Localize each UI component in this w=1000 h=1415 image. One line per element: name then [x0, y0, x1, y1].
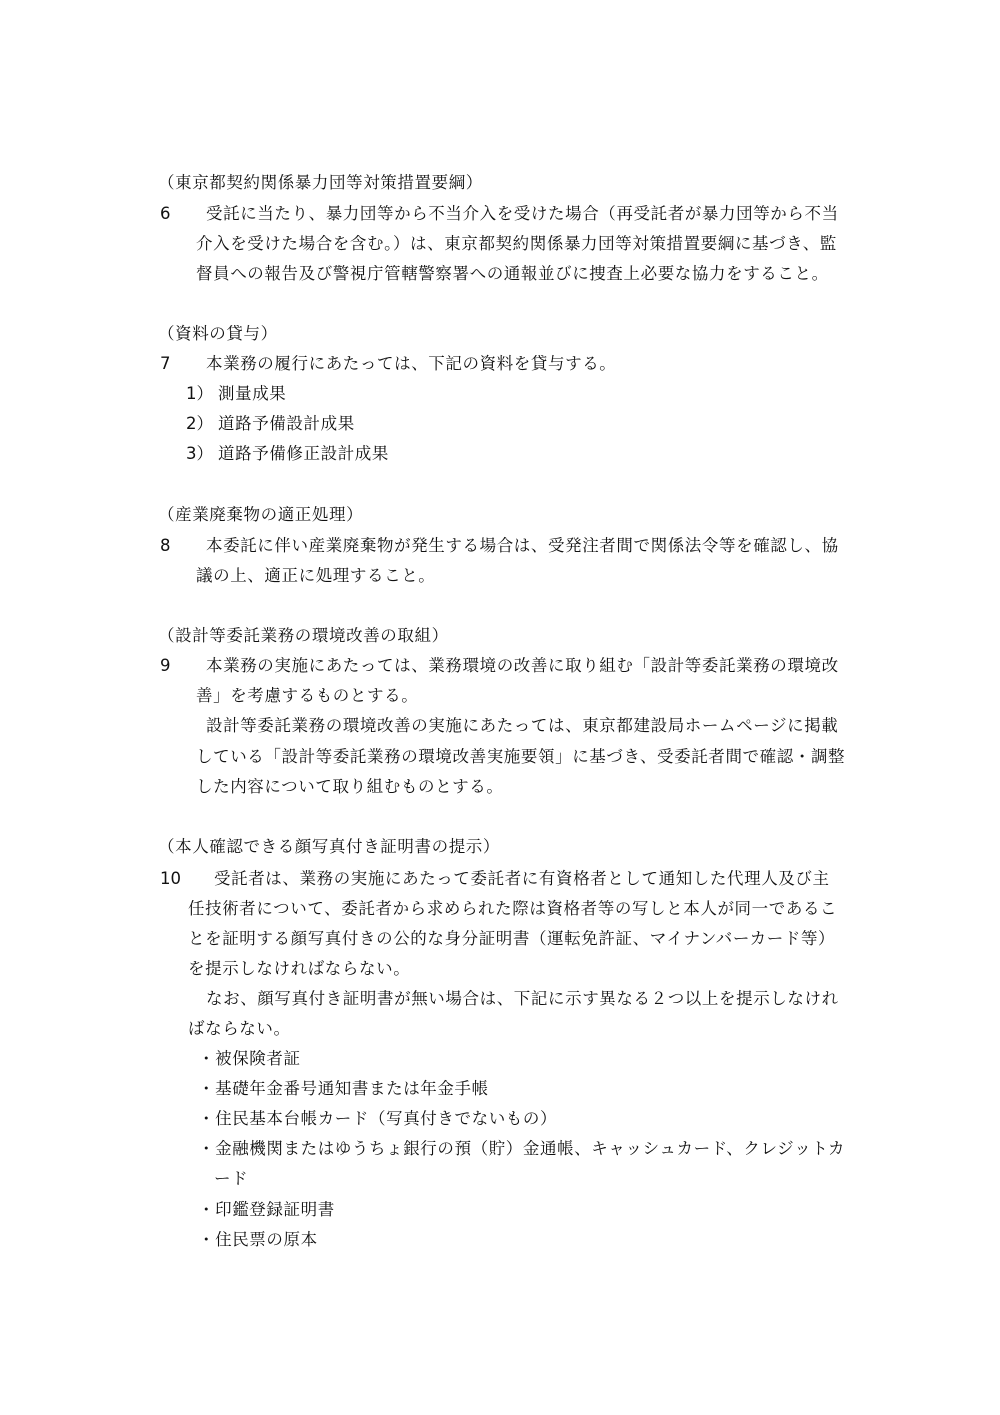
bullet-item: ・金融機関またはゆうちょ銀行の預（貯）金通帳、キャッシュカード、クレジットカ — [198, 1139, 846, 1158]
body-line: 本委託に伴い産業廃棄物が発生する場合は、受発注者間で関係法令等を確認し、協 — [206, 536, 839, 555]
body-line: なお、顔写真付き証明書が無い場合は、下記に示す異なる２つ以上を提示しなけれ — [206, 989, 839, 1008]
body-line: 介入を受けた場合を含む。）は、東京都契約関係暴力団等対策措置要綱に基づき、監 — [196, 234, 837, 253]
body-line: を提示しなければならない。 — [188, 959, 411, 978]
list-item-text: 道路予備設計成果 — [218, 414, 355, 433]
bullet-item: ・印鑑登録証明書 — [198, 1200, 335, 1219]
body-line: 受託者は、業務の実施にあたって委託者に有資格者として通知した代理人及び主 — [214, 869, 830, 888]
bullet-item: ・基礎年金番号通知書または年金手帳 — [198, 1079, 489, 1098]
list-item-text: 道路予備修正設計成果 — [218, 444, 389, 463]
body-line: とを証明する顔写真付きの公的な身分証明書（運転免許証、マイナンバーカード等） — [188, 929, 836, 948]
section-number: 10 — [160, 869, 181, 888]
body-line: 本業務の履行にあたっては、下記の資料を貸与する。 — [206, 354, 617, 373]
section-heading: （産業廃棄物の適正処理） — [158, 505, 364, 524]
body-line: 督員への報告及び警視庁管轄警察署への通報並びに捜査上必要な協力をすること。 — [196, 264, 829, 283]
section-heading: （東京都契約関係暴力団等対策措置要綱） — [158, 173, 483, 192]
body-line: した内容について取り組むものとする。 — [196, 777, 504, 796]
section-number: 9 — [160, 656, 171, 675]
section-number: 6 — [160, 204, 171, 223]
body-line: している「設計等委託業務の環境改善実施要領」に基づき、受委託者間で確認・調整 — [196, 747, 846, 766]
body-line: ばならない。 — [188, 1019, 291, 1038]
section-number: 7 — [160, 354, 171, 373]
body-line: 善」を考慮するものとする。 — [196, 686, 419, 705]
body-line: 受託に当たり、暴力団等から不当介入を受けた場合（再受託者が暴力団等から不当 — [206, 204, 839, 223]
bullet-item: ・住民票の原本 — [198, 1230, 318, 1249]
bullet-item: ・被保険者証 — [198, 1049, 301, 1068]
list-item-number: 2） — [186, 414, 213, 433]
body-line: 設計等委託業務の環境改善の実施にあたっては、東京都建設局ホームページに掲載 — [206, 716, 839, 735]
section-heading: （本人確認できる顔写真付き証明書の提示） — [158, 837, 500, 856]
bullet-item: ・住民基本台帳カード（写真付きでないもの） — [198, 1109, 558, 1128]
list-item-text: 測量成果 — [218, 384, 287, 403]
body-line: 本業務の実施にあたっては、業務環境の改善に取り組む「設計等委託業務の環境改 — [206, 656, 839, 675]
list-item-number: 3） — [186, 444, 213, 463]
list-item-number: 1） — [186, 384, 213, 403]
section-heading: （設計等委託業務の環境改善の取組） — [158, 626, 449, 645]
section-number: 8 — [160, 536, 171, 555]
section-heading: （資料の貸与） — [158, 324, 278, 343]
body-line: 議の上、適正に処理すること。 — [196, 566, 436, 585]
bullet-item-continuation: ード — [214, 1169, 249, 1188]
body-line: 任技術者について、委託者から求められた際は資格者等の写しと本人が同一であるこ — [188, 899, 838, 918]
